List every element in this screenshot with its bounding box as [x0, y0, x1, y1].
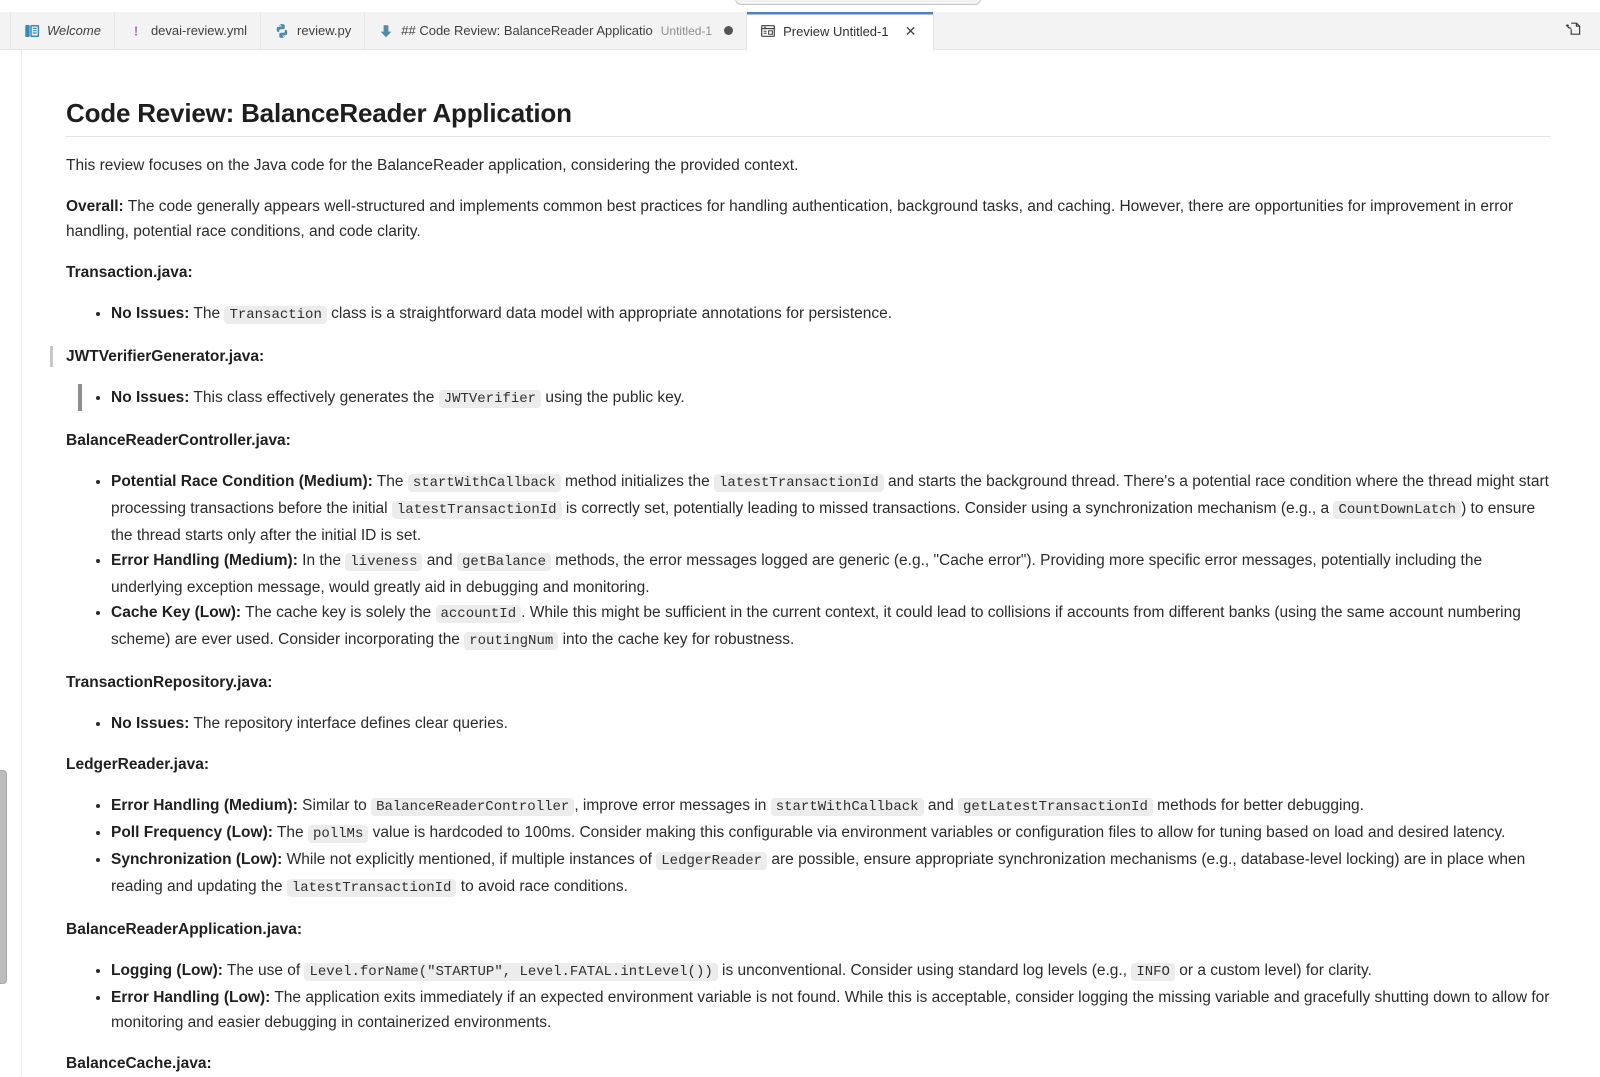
markdown-preview	[0, 50, 1600, 1076]
modified-indicator-icon[interactable]	[724, 26, 733, 35]
tab-welcome[interactable]	[10, 12, 115, 49]
list-item: • Cache Key (Low): The cache key is solely the accountId . While this might be sufficient in the current context, it could lead to collisions if accounts from different banks (using the same account numbering scheme) are ever used. Consider incorporating the routingNum into the cache key for robustness.	[111, 600, 1550, 654]
document-body	[66, 153, 1550, 1076]
welcome-icon	[24, 23, 40, 39]
open-preview-to-side-button[interactable]	[1563, 20, 1585, 42]
open-preview-to-side-icon	[1565, 19, 1583, 42]
inline-code: getLatestTransactionId	[958, 798, 1153, 816]
close-icon[interactable]: ✕	[904, 23, 917, 39]
bold-text: Potential Race Condition (Medium):	[111, 473, 373, 490]
svg-text:!: !	[133, 23, 139, 39]
list-item: • Error Handling (Low): The application exits immediately if an expected environment variable is not found. While this is acceptable, consider logging the missing variable and gracefully shutting down to allow for monitoring and easier debugging in containerized environments.	[111, 985, 1550, 1035]
section-heading	[66, 670, 1550, 695]
bullet-list	[66, 301, 1550, 328]
section-heading	[66, 917, 1550, 942]
section-heading	[66, 1051, 1550, 1076]
inline-code: Transaction	[224, 306, 326, 324]
bold-text: BalanceReaderApplication.java:	[66, 921, 303, 938]
bullet-list	[66, 469, 1550, 654]
bold-text: Error Handling (Medium):	[111, 797, 298, 814]
tab-label: devai-review.yml	[150, 23, 248, 38]
tab-preview-untitled-1[interactable]	[747, 12, 934, 50]
bold-text: Poll Frequency (Low):	[111, 824, 273, 841]
list-item: • Error Handling (Medium): In the liveness and getBalance methods, the error messages logged are generic (e.g., "Cache error"). Providing more specific error messages, potentially including the underlying exception message, would greatly aid in debugging and monitoring.	[111, 548, 1550, 600]
list-item: • Potential Race Condition (Medium): The startWithCallback method initializes the latestTransactionId and starts the background thread. There's a potential race condition where the thread might start processing transactions before the initial latestTransactionId is correctly set, potentially leading to missed transactions. Consider using a synchronization mechanism (e.g., a CountDownLatch ) to ensure the thread starts only after the initial ID is set.	[111, 469, 1550, 548]
tab-bar-tabs	[10, 12, 934, 49]
inline-code: CountDownLatch	[1333, 501, 1461, 519]
list-item: • No Issues: The Transaction class is a straightforward data model with appropriate annotations for persistence.	[111, 301, 1550, 328]
inline-code: startWithCallback	[771, 798, 924, 816]
editor-group-sash	[21, 50, 22, 1077]
preview-icon	[760, 23, 776, 39]
tab-bar	[0, 12, 1600, 50]
bold-text: TransactionRepository.java:	[66, 674, 273, 691]
inline-code: routingNum	[464, 632, 558, 650]
section-heading	[66, 260, 1550, 285]
bold-text: LedgerReader.java:	[66, 756, 210, 773]
bold-text: Overall:	[66, 198, 124, 215]
list-item: • Poll Frequency (Low): The pollMs value is hardcoded to 100ms. Consider making this configurable via environment variables or configuration files to allow for tuning based on load and desired latency.	[111, 820, 1550, 847]
bold-text: Cache Key (Low):	[111, 604, 242, 621]
inline-code: latestTransactionId	[287, 879, 457, 897]
bold-text: BalanceReaderController.java:	[66, 432, 291, 449]
inline-code: latestTransactionId	[714, 474, 884, 492]
tab-label: review.py	[297, 23, 352, 38]
tab-label: Welcome	[47, 23, 101, 38]
bold-text: No Issues:	[111, 305, 190, 322]
editor-actions	[1563, 12, 1600, 49]
bold-text: No Issues:	[111, 715, 190, 732]
inline-code: INFO	[1131, 963, 1175, 981]
list-item: • No Issues: This class effectively generates the JWTVerifier using the public key.	[111, 385, 1550, 412]
bold-text: Logging (Low):	[111, 962, 223, 979]
bullet-list	[66, 385, 1550, 412]
list-item: • Error Handling (Medium): Similar to BalanceReaderController , improve error messages in startWithCallback and getLatestTransactionId methods for better debugging.	[111, 793, 1550, 820]
bold-text: No Issues:	[111, 389, 190, 406]
bold-text: Error Handling (Medium):	[111, 552, 298, 569]
section-heading	[66, 344, 1550, 369]
paragraph: This review focuses on the Java code for the BalanceReader application, considering the provided context.	[66, 157, 799, 174]
bullet-list	[66, 793, 1550, 901]
inline-code: BalanceReaderController	[371, 798, 574, 816]
paragraph: Overall: The code generally appears well-structured and implements common best practices for handling authentication, background tasks, and caching. However, there are opportunities for improvement in error handling, potential race conditions, and code clarity.	[66, 198, 1514, 240]
tab-review-py[interactable]	[261, 12, 365, 49]
list-item: • Logging (Low): The use of Level.forName("STARTUP", Level.FATAL.intLevel()) is unconventional. Consider using standard log levels (e.g., INFO or a custom level) for clarity.	[111, 958, 1550, 985]
window-titlebar	[0, 0, 1600, 12]
bullet-list	[66, 711, 1550, 736]
list-item: • Synchronization (Low): While not explicitly mentioned, if multiple instances of LedgerReader are possible, ensure appropriate synchronization mechanisms (e.g., database-level locking) are in place when reading and updating the latestTransactionId to avoid race conditions.	[111, 847, 1550, 901]
page-title: Code Review: BalanceReader Application	[66, 98, 1550, 137]
inline-code: latestTransactionId	[392, 501, 562, 519]
bold-text: JWTVerifierGenerator.java:	[66, 348, 265, 365]
inline-code: Level.forName("STARTUP", Level.FATAL.intLevel())	[304, 963, 717, 981]
tab-label: ## Code Review: BalanceReader Applicatio	[401, 23, 653, 38]
tab-devai-review-yml[interactable]	[115, 12, 261, 49]
yaml-icon	[128, 23, 144, 39]
list-item: • No Issues: The repository interface defines clear queries.	[111, 711, 1550, 736]
markdown-icon	[378, 23, 394, 39]
section-heading	[66, 752, 1550, 777]
bold-text: Error Handling (Low):	[111, 989, 271, 1006]
bold-text: Synchronization (Low):	[111, 851, 283, 868]
tab-code-review-balancereader-applicatio[interactable]	[365, 12, 747, 49]
python-icon	[274, 23, 290, 39]
section-heading	[66, 428, 1550, 453]
inline-code: LedgerReader	[656, 852, 767, 870]
inline-code: startWithCallback	[408, 474, 561, 492]
bold-text: BalanceCache.java:	[66, 1055, 212, 1072]
inline-code: getBalance	[457, 553, 551, 571]
inline-code: pollMs	[308, 825, 368, 843]
left-scrollbar-thumb[interactable]	[0, 770, 7, 984]
bullet-list	[66, 958, 1550, 1035]
tab-description: Untitled-1	[660, 23, 713, 38]
bold-text: Transaction.java:	[66, 264, 193, 281]
command-center[interactable]	[735, 0, 981, 5]
tab-label: Preview Untitled-1	[783, 23, 889, 39]
inline-code: liveness	[345, 553, 422, 571]
inline-code: accountId	[436, 605, 522, 623]
inline-code: JWTVerifier	[439, 390, 541, 408]
